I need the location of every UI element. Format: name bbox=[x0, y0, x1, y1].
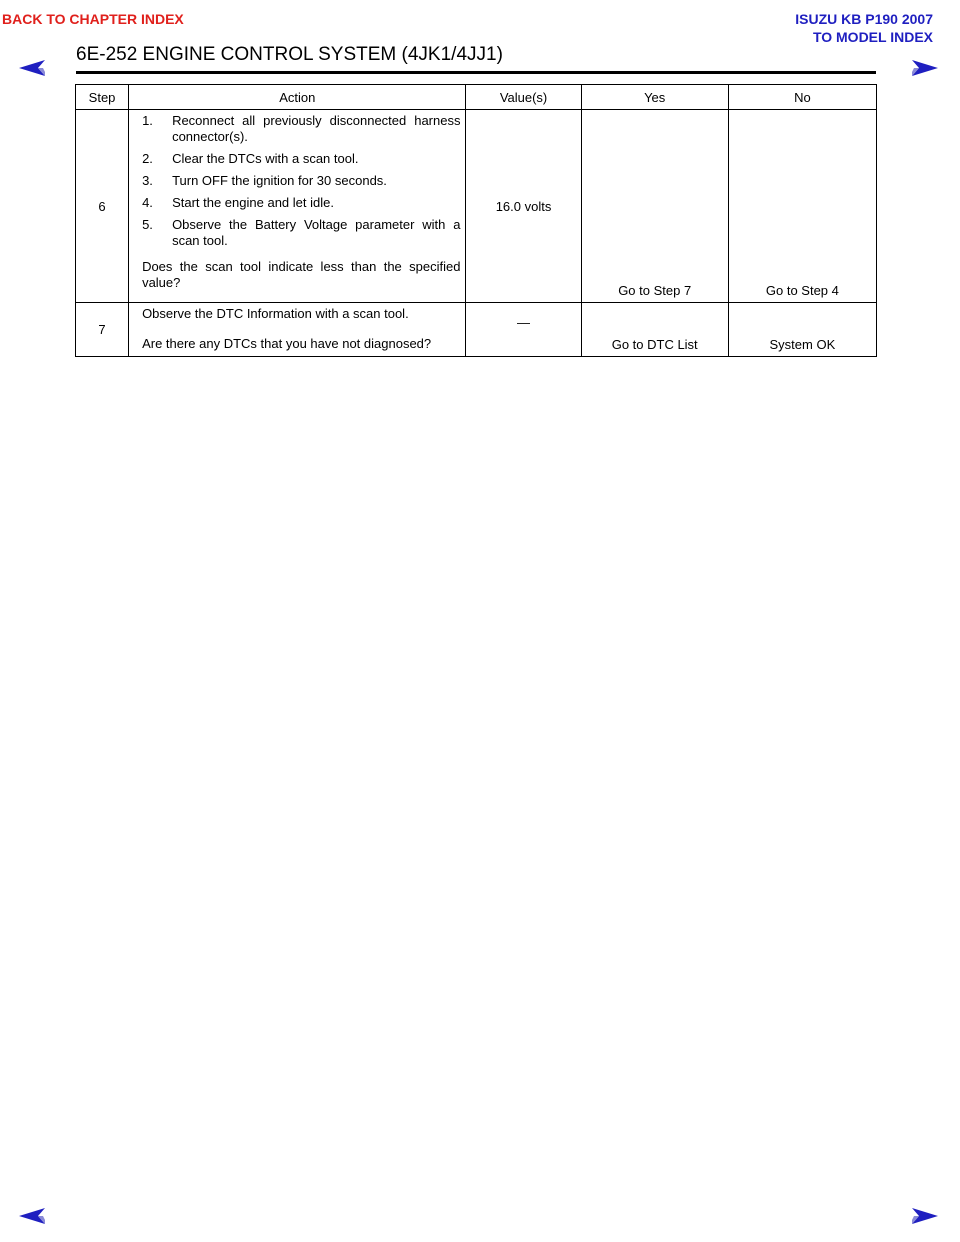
previous-page-arrow-icon[interactable] bbox=[18, 58, 46, 78]
yes-result: Go to Step 7 bbox=[581, 110, 728, 303]
list-item: 5. Observe the Battery Voltage parameter with a scan tool. bbox=[142, 217, 461, 248]
list-item: 1. Reconnect all previously disconnected harness connector(s). bbox=[142, 113, 461, 144]
next-page-arrow-icon[interactable] bbox=[911, 1206, 939, 1226]
header-no: No bbox=[728, 85, 876, 110]
step-question: Does the scan tool indicate less than the specified value? bbox=[142, 259, 461, 290]
no-result: System OK bbox=[728, 303, 876, 357]
step-instruction: Observe the DTC Information with a scan tool. bbox=[142, 306, 409, 321]
header-action: Action bbox=[129, 85, 466, 110]
back-to-chapter-index-link[interactable]: BACK TO CHAPTER INDEX bbox=[2, 11, 184, 27]
step-number: 7 bbox=[76, 303, 129, 357]
to-model-index-link[interactable]: TO MODEL INDEX bbox=[812, 29, 933, 45]
step-question: Are there any DTCs that you have not diagnosed? bbox=[142, 336, 432, 351]
yes-result: Go to DTC List bbox=[581, 303, 728, 357]
title-rule bbox=[76, 71, 876, 74]
action-list bbox=[142, 113, 460, 249]
page-title: 6E-252 ENGINE CONTROL SYSTEM (4JK1/4JJ1) bbox=[76, 44, 503, 65]
value-cell: 16.0 volts bbox=[466, 110, 581, 303]
list-item: 4. Start the engine and let idle. bbox=[142, 195, 334, 210]
table-header-row bbox=[76, 85, 877, 110]
action-cell bbox=[129, 303, 466, 357]
diagnostic-steps-table bbox=[75, 84, 877, 357]
next-page-arrow-icon[interactable] bbox=[911, 58, 939, 78]
step-number: 6 bbox=[76, 110, 129, 303]
previous-page-arrow-icon[interactable] bbox=[18, 1206, 46, 1226]
action-cell bbox=[129, 110, 466, 303]
list-item: 2. Clear the DTCs with a scan tool. bbox=[142, 151, 359, 166]
no-result: Go to Step 4 bbox=[728, 110, 876, 303]
header-yes: Yes bbox=[581, 85, 728, 110]
model-title-link[interactable]: ISUZU KB P190 2007 bbox=[795, 11, 933, 27]
table-row bbox=[76, 303, 877, 357]
table-row bbox=[76, 110, 877, 303]
header-step: Step bbox=[76, 85, 129, 110]
value-cell: — bbox=[466, 303, 581, 357]
list-item: 3. Turn OFF the ignition for 30 seconds. bbox=[142, 173, 387, 188]
header-values: Value(s) bbox=[466, 85, 581, 110]
